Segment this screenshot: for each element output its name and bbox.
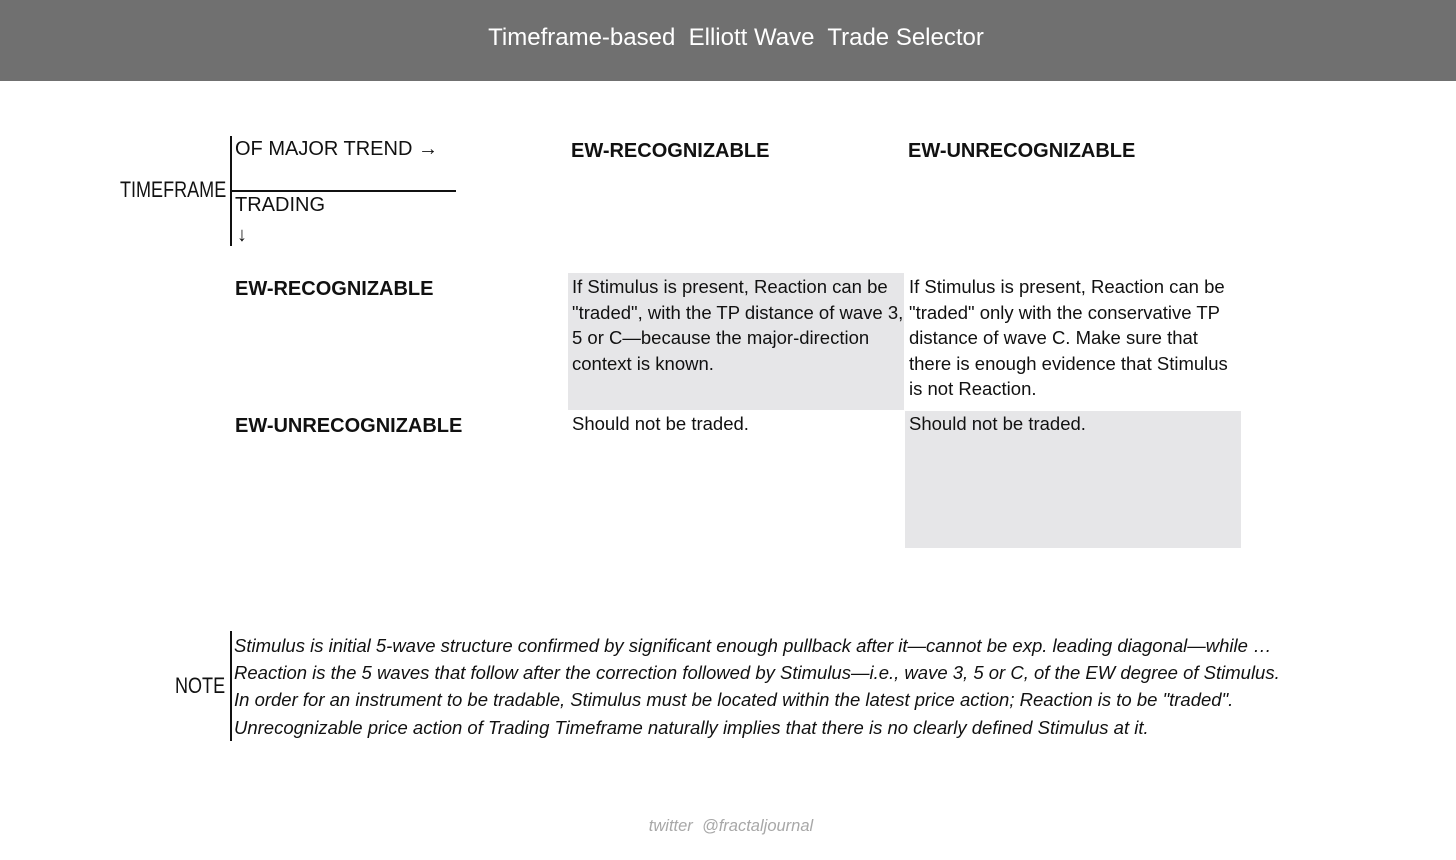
trading-label: TRADING <box>235 194 325 216</box>
note-line-3: In order for an instrument to be tradable, Stimulus must be located within the latest price action; Reaction is to be "traded". <box>234 689 1234 710</box>
axis-horizontal-divider <box>231 190 456 192</box>
cell-unrecognizable-unrecognizable: Should not be traded. <box>909 413 1086 434</box>
down-arrow-icon: ↓ <box>237 224 247 246</box>
cell-recognizable-unrecognizable: If Stimulus is present, Reaction can be "traded" only with the conservative TP distance of wave C. Make sure that there is enough evidence that Stimulus is not Reaction. <box>909 276 1228 399</box>
note-vertical-divider <box>230 631 232 741</box>
row-header-ew-unrecognizable: EW-UNRECOGNIZABLE <box>235 415 463 437</box>
page-title: Timeframe-based Elliott Wave Trade Selector <box>488 24 984 51</box>
cell-recognizable-recognizable: If Stimulus is present, Reaction can be "traded", with the TP distance of wave 3, 5 or C—because the major-direction context is known. <box>572 276 904 374</box>
note-label: NOTE <box>175 673 226 698</box>
timeframe-axis-label: TIMEFRAME <box>120 177 227 202</box>
column-header-ew-recognizable: EW-RECOGNIZABLE <box>571 140 770 162</box>
footer-credit: twitter @fractaljournal <box>648 817 814 835</box>
note-line-1: Stimulus is initial 5-wave structure confirmed by significant enough pullback after it—cannot be exp. leading diagonal—while … <box>234 635 1272 656</box>
cell-unrecognizable-recognizable: Should not be traded. <box>572 413 749 434</box>
note-line-2: Reaction is the 5 waves that follow after the correction followed by Stimulus—i.e., wave 3, 5 or C, of the EW degree of Stimulus. <box>234 662 1280 683</box>
row-header-ew-recognizable: EW-RECOGNIZABLE <box>235 278 434 300</box>
column-header-ew-unrecognizable: EW-UNRECOGNIZABLE <box>908 140 1136 162</box>
note-line-4: Unrecognizable price action of Trading Timeframe naturally implies that there is no clearly defined Stimulus at it. <box>234 717 1149 738</box>
title-bar <box>0 0 1456 81</box>
major-trend-label: OF MAJOR TREND → <box>235 138 438 160</box>
